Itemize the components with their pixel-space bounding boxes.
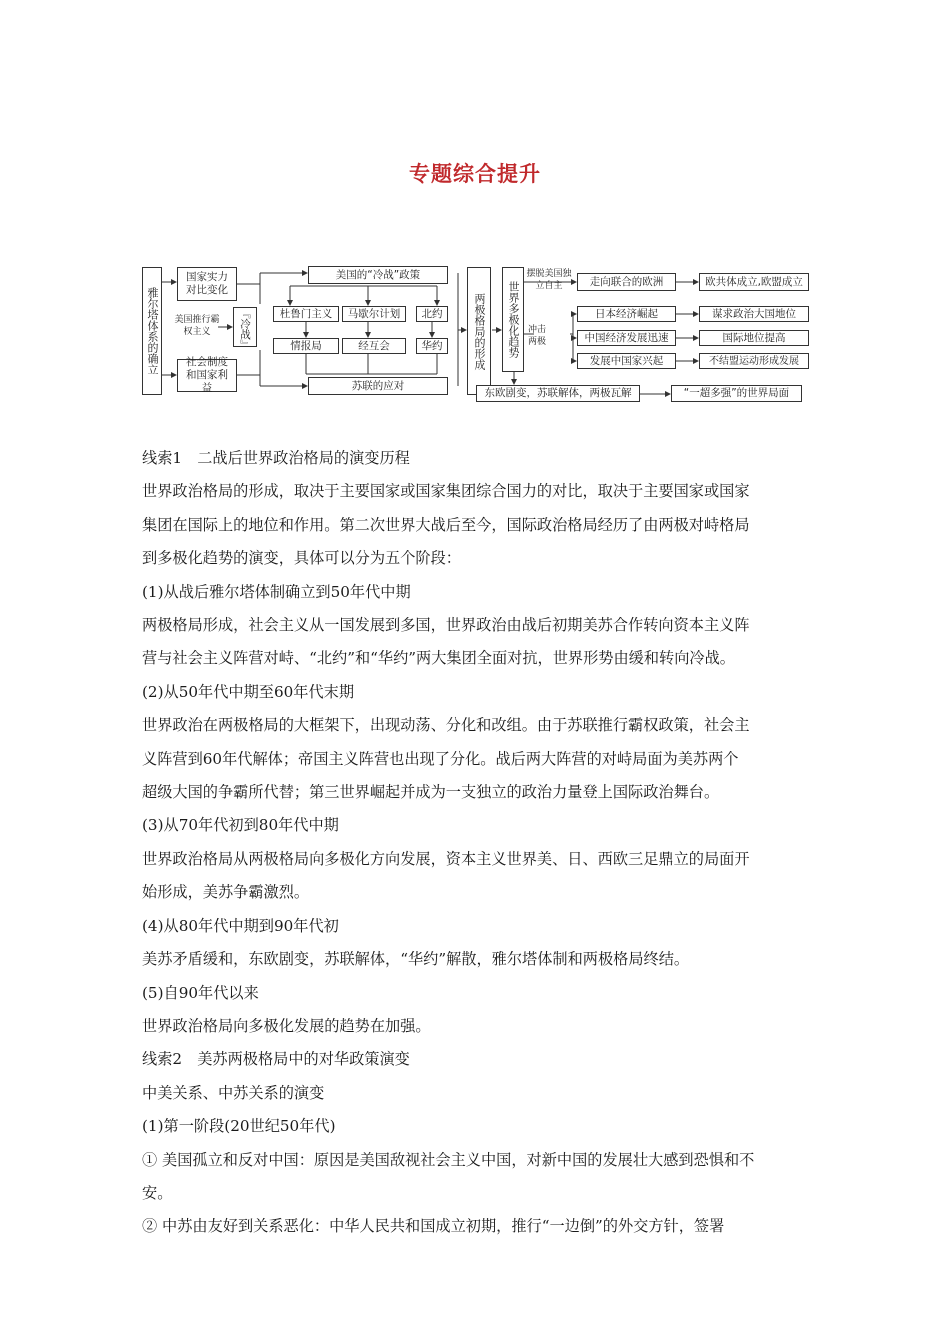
comecon-box: 经互会 [342,338,406,354]
stage-3-heading: (3)从70年代初到80年代中期 [142,816,339,835]
us-policy-box: 美国的“冷战”政策 [308,266,448,284]
paragraph-line: 世界政治格局的形成，取决于主要国家或国家集团综合国力的对比，取决于主要国家或国家 [142,482,750,501]
phase-1-heading: (1)第一阶段(20世纪50年代) [142,1117,336,1136]
page-title: 专题综合提升 [409,162,541,186]
truman-box: 杜鲁门主义 [273,306,339,322]
paragraph-line: 世界政治在两极格局的大框架下，出现动荡、分化和改组。由于苏联推行霸权政策，社会主 [142,716,750,735]
coldwar-box: 『冷战』 [233,307,257,347]
concept-diagram [140,262,812,404]
multipolar-box: 世界多极化趋势 [502,267,524,372]
paragraph-line: 集团在国际上的地位和作用。第二次世界大战后至今，国际政治格局经历了由两极对峙格局 [142,515,750,534]
superpower-box: “一超多强”的世界局面 [671,385,802,402]
soviet-response-box: 苏联的应对 [308,377,448,395]
paragraph-line: 超级大国的争霸所代替；第三世界崛起并成为一支独立的政治力量登上国际政治舞台。 [142,783,720,802]
stage-5-heading: (5)自90年代以来 [142,983,259,1002]
paragraph-line: 美苏矛盾缓和，东欧剧变，苏联解体，“华约”解散，雅尔塔体制和两极格局终结。 [142,950,690,969]
paragraph-line: ① 美国孤立和反对中国：原因是美国敌视社会主义中国，对新中国的发展壮大感到恐惧和不 [142,1150,755,1169]
body-text [142,442,822,1244]
stage-1-heading: (1)从战后雅尔塔体制确立到50年代中期 [142,582,411,601]
paragraph-line: 义阵营到60年代解体；帝国主义阵营也出现了分化。战后两大阵营的对峙局面为美苏两个 [142,749,739,768]
clue-2-heading: 线索2 美苏两极格局中的对华政策演变 [142,1050,410,1069]
paragraph-line: 到多极化趋势的演变，具体可以分为五个阶段： [142,549,461,568]
japan-goal-box: 谋求政治大国地位 [699,306,809,322]
eu-box: 欧共体成立,欧盟成立 [699,273,809,291]
paragraph-line: 世界政治格局向多极化发展的趋势在加强。 [142,1016,431,1035]
marshall-box: 马歇尔计划 [342,306,406,322]
europe-box: 走向联合的欧洲 [577,273,676,291]
stage-2-heading: (2)从50年代中期至60年代末期 [142,682,355,701]
japan-box: 日本经济崛起 [577,306,676,322]
cominform-box: 情报局 [273,338,339,354]
bipolar-box: 两极格局的形成 [467,267,491,395]
clue-1-heading: 线索1 二战后世界政治格局的演变历程 [142,449,410,467]
power-box: 国家实力对比变化 [177,267,237,301]
china-status-box: 国际地位提高 [699,330,809,346]
china-econ-box: 中国经济发展迅速 [577,330,676,346]
paragraph-line: 世界政治格局从两极格局向多极化方向发展，资本主义世界美、日、西欧三足鼎立的局面开 [142,849,750,868]
system-box: 社会制度和国家利益 [177,359,237,392]
nato-box: 北约 [416,306,448,322]
paragraph-line: 营与社会主义阵营对峙、“北约”和“华约”两大集团全面对抗，世界形势由缓和转向冷战。 [142,649,735,668]
paragraph-line: 中美关系、中苏关系的演变 [142,1083,325,1102]
paragraph-line: 始形成，美苏争霸激烈。 [142,883,310,902]
paragraph-line: 安。 [142,1183,173,1202]
break-free-label: 摆脱美国独立自主 [526,269,572,291]
developing-box: 发展中国家兴起 [577,353,676,369]
collapse-box: 东欧剧变，苏联解体，两极瓦解 [476,385,640,402]
impact-label: 冲击两极 [527,325,546,347]
yalta-box: 雅尔塔体系的确立 [142,267,162,395]
paragraph-line: 两极格局形成，社会主义从一国发展到多国，世界政治由战后初期美苏合作转向资本主义阵 [142,616,750,635]
paragraph-line: ② 中苏由友好到关系恶化：中华人民共和国成立初期，推行“一边倒”的外交方针，签署 [142,1217,725,1236]
nonaligned-box: 不结盟运动形成发展 [699,353,809,369]
hegemony-label: 美国推行霸权主义 [174,315,220,337]
stage-4-heading: (4)从80年代中期到90年代初 [142,916,339,935]
warsaw-box: 华约 [416,338,448,354]
